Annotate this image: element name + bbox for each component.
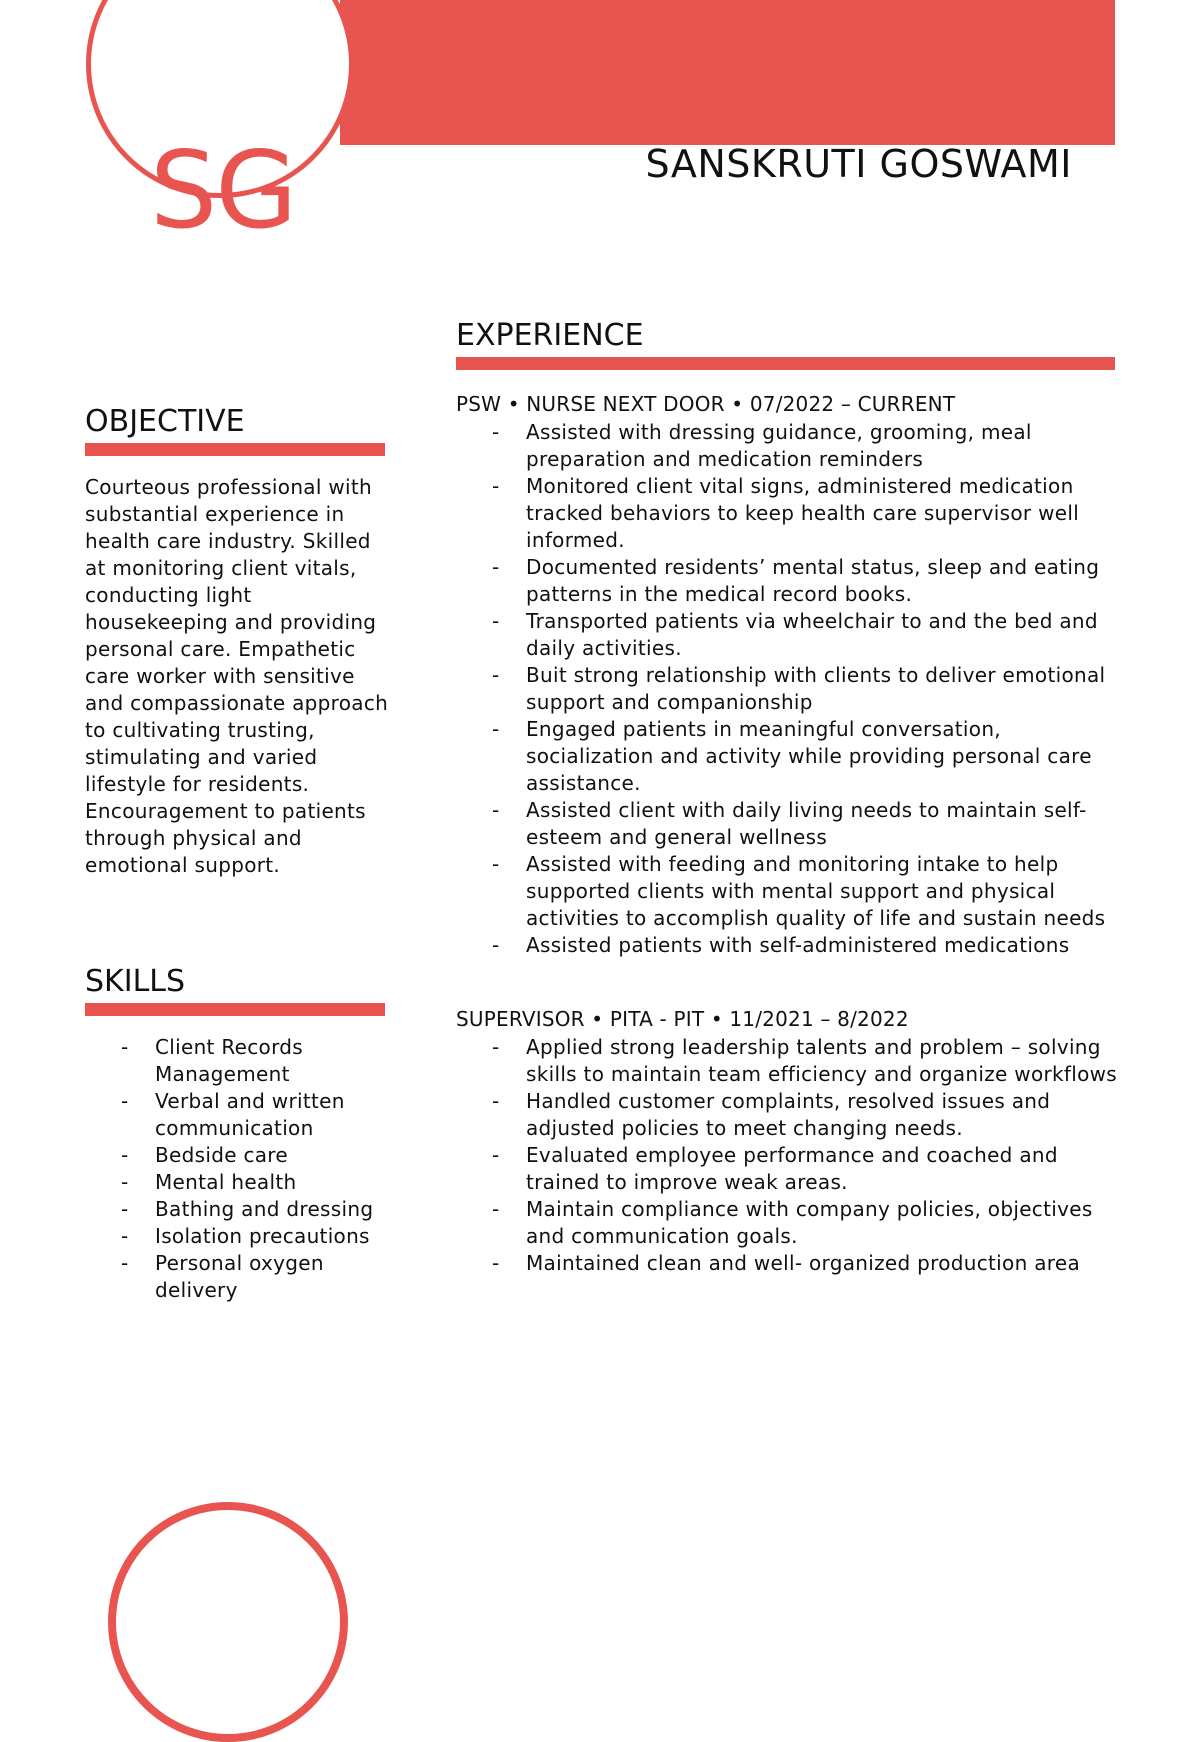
skills-list: [85, 1034, 395, 1304]
skill-item: - Isolation precautions: [85, 1223, 395, 1250]
header-accent-bar: [340, 0, 1115, 145]
job-bullet: - Assisted with feeding and monitoring intake to help supported clients with mental support and physical activities to accomplish quality of life and sustain needs: [456, 851, 1121, 932]
job-bullet-list: [456, 1034, 1121, 1277]
job-heading: PSW • NURSE NEXT DOOR • 07/2022 – CURRENT: [456, 392, 956, 416]
skill-item: - Bedside care: [85, 1142, 395, 1169]
job-bullet: - Assisted patients with self-administered medications: [456, 932, 1121, 959]
candidate-name: SANSKRUTI GOSWAMI: [645, 142, 1072, 186]
footer-decorative-circle: [108, 1502, 348, 1742]
job-bullet: - Handled customer complaints, resolved issues and adjusted policies to meet changing needs.: [456, 1088, 1121, 1142]
skills-divider: [85, 1003, 385, 1016]
skill-item: - Client Records Management: [85, 1034, 395, 1088]
experience-divider: [456, 357, 1115, 370]
skill-item: - Bathing and dressing: [85, 1196, 395, 1223]
job-bullet: - Maintain compliance with company policies, objectives and communication goals.: [456, 1196, 1121, 1250]
job-bullet: - Buit strong relationship with clients to deliver emotional support and companionship: [456, 662, 1121, 716]
objective-divider: [85, 443, 385, 456]
job-bullet-list: [456, 419, 1121, 959]
skill-item: - Verbal and written communication: [85, 1088, 395, 1142]
job-bullet: - Monitored client vital signs, administered medication tracked behaviors to keep health care supervisor well informed.: [456, 473, 1121, 554]
job-bullet: - Documented residents’ mental status, sleep and eating patterns in the medical record books.: [456, 554, 1121, 608]
job-bullet: - Engaged patients in meaningful conversation, socialization and activity while providing personal care assistance.: [456, 716, 1121, 797]
job-bullet: - Assisted client with daily living needs to maintain self-esteem and general wellness: [456, 797, 1121, 851]
job-heading: SUPERVISOR • PITA - PIT • 11/2021 – 8/2022: [456, 1007, 909, 1031]
experience-heading: EXPERIENCE: [456, 318, 644, 353]
skill-item: - Personal oxygen delivery: [85, 1250, 395, 1304]
job-bullet: - Assisted with dressing guidance, grooming, meal preparation and medication reminders: [456, 419, 1121, 473]
job-bullet: - Evaluated employee performance and coached and trained to improve weak areas.: [456, 1142, 1121, 1196]
objective-text: Courteous professional with substantial experience in health care industry. Skilled at monitoring client vitals, conducting light housekeeping and providing personal care. Empathetic care worker with sensitive and compassionate approach to cultivating trusting, stimulating and varied lifestyle for residents. Encouragement to patients through physical and emotional support.: [85, 475, 389, 877]
monogram: SG: [150, 129, 296, 252]
objective-heading: OBJECTIVE: [85, 404, 245, 439]
skill-item: - Mental health: [85, 1169, 395, 1196]
skills-heading: SKILLS: [85, 964, 186, 999]
job-bullet: - Maintained clean and well- organized production area: [456, 1250, 1121, 1277]
job-bullet: - Applied strong leadership talents and problem – solving skills to maintain team efficiency and organize workflows: [456, 1034, 1121, 1088]
job-bullet: - Transported patients via wheelchair to and the bed and daily activities.: [456, 608, 1121, 662]
